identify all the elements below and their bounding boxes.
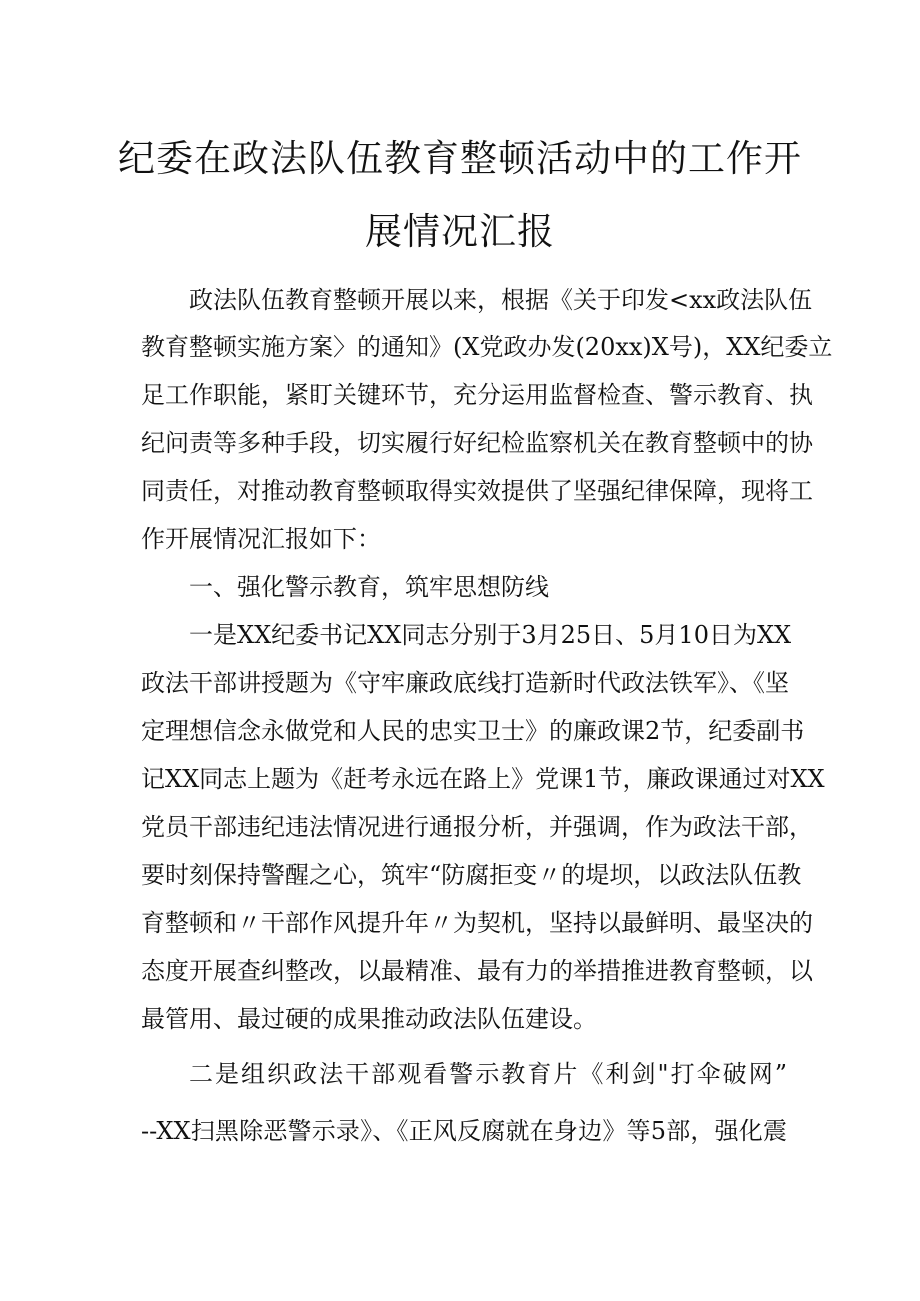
body-line: --XX扫黑除恶警示录》、《正风反腐就在身边》等5部，强化震: [141, 1117, 787, 1145]
body-line: 政法干部讲授题为《守牢廉政底线打造新时代政法铁军》、《坚: [141, 669, 789, 697]
document-title-line-1: 纪委在政法队伍教育整顿活动中的工作开: [118, 137, 802, 180]
body-line: 态度开展查纠整改，以最精准、最有力的举措推进教育整顿，以: [141, 957, 813, 985]
body-line: 政法队伍教育整顿开展以来，根据《关于印发<xx政法队伍: [189, 286, 813, 314]
body-line: 同责任，对推动教育整顿取得实效提供了坚强纪律保障，现将工: [141, 477, 813, 505]
body-line: 要时刻保持警醒之心，筑牢“防腐拒变〃的堤坝，以政法队伍教: [141, 861, 802, 889]
body-line: 一是XX纪委书记XX同志分别于3月25日、5月10日为XX: [189, 621, 792, 649]
body-line: 党员干部违纪违法情况进行通报分析，并强调，作为政法干部，: [141, 813, 813, 841]
body-line: 记XX同志上题为《赶考永远在路上》党课1节，廉政课通过对XX: [141, 765, 825, 793]
document-title-line-2: 展情况汇报: [365, 210, 555, 253]
body-line: 教育整顿实施方案〉的通知》(X党政办发(20xx)X号)，XX纪委立: [141, 333, 833, 361]
body-line: 最管用、最过硬的成果推动政法队伍建设。: [141, 1005, 597, 1033]
body-line: 定理想信念永做党和人民的忠实卫士》的廉政课2节，纪委副书: [141, 717, 805, 745]
body-line: 育整顿和〃干部作风提升年〃为契机，坚持以最鲜明、最坚决的: [141, 909, 813, 937]
body-line: 纪问责等多种手段，切实履行好纪检监察机关在教育整顿中的协: [141, 429, 813, 457]
section-heading: 一、强化警示教育，筑牢思想防线: [189, 573, 549, 601]
body-line: 足工作职能，紧盯关键环节，充分运用监督检查、警示教育、执: [141, 381, 813, 409]
body-line: 二是组织政法干部观看警示教育片《利剑"打伞破网”: [189, 1060, 787, 1088]
body-line: 作开展情况汇报如下：: [141, 525, 381, 553]
